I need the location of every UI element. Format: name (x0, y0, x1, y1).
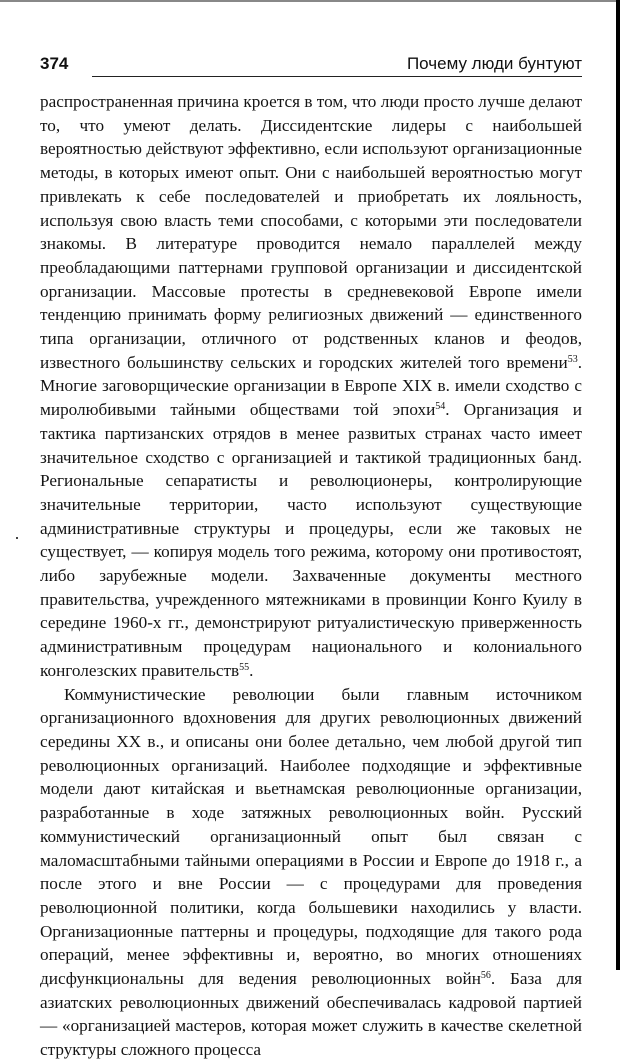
footnote-ref: 53 (567, 353, 578, 365)
footnote-ref: 54 (435, 401, 446, 413)
page-number: 374 (40, 54, 69, 73)
text-run: . (249, 660, 254, 680)
text-run: распространенная причина кроется в том, что люди просто лучше делают то, что умеют делать. Диссидентские лидеры с наибольшей вероятностью действуют эффективно, если используют организационные методы, в которых имеют опыт. Они с наибольшей вероятностью могут привлекать к себе последователей и приобретать их лояльность, используя свою власть теми способами, с которыми эти последователи знакомы. В литературе проводится немало параллелей между преобладающими паттернами групповой организации и диссидентской организации. Массовые протесты в средневековой Европе имели тенденцию принимать форму религиозных движений — единственного типа организации, отличного от родственных кланов и феодов, известного большинству сельских и городских жителей того времени (40, 92, 582, 372)
page-right-edge (616, 0, 620, 970)
footnote-ref: 55 (239, 661, 250, 673)
text-run: . Многие заговорщические организации в Европе XIX в. имели сходство с миролюбивыми тайными обществами той эпохи (40, 352, 582, 420)
page-top-edge (0, 0, 620, 2)
text-run: . Организация и тактика партизанских отрядов в менее развитых странах часто имеет значительное сходство с организацией и тактикой традиционных банд. Региональные сепаратисты и революционеры, контролирующие значительные территории, часто используют существующие административные структуры и процедуры, если же таковых не существует, — копируя модель того режима, которому они противостоят, либо зарубежные модели. Захваченные документы местного правительства, учрежденного мятежниками в провинции Конго Куилу в середине 1960-х гг., демонстрируют ритуалистическую приверженность административным процедурам национального и колониального конголезских правительств (40, 400, 582, 680)
scan-mark (16, 537, 18, 539)
text-run: . База для азиатских революционных движений обеспечивалась кадровой партией — «организацией мастеров, которая может служить в качестве скелетной структуры сложного процесса (40, 969, 582, 1060)
page-body (40, 90, 582, 1062)
header-rule (92, 76, 582, 77)
paragraph (40, 90, 582, 683)
paragraph (40, 683, 582, 1062)
text-run: Коммунистические революции были главным источником организационного вдохновения для других революционных движений середины XX в., и описаны они более детально, чем любой другой тип революционных организаций. Наиболее подходящие и эффективные модели дают китайская и вьетнамская революционные организации, разработанные в ходе затяжных революционных войн. Русский коммунистический организационный опыт был связан с маломасштабными тайными операциями в России и Европе до 1918 г., а после этого и вне России — с процедурами для проведения революционной политики, когда большевики находились у власти. Организационные паттерны и процедуры, подходящие для такого рода операций, менее эффективны и, вероятно, во многих отношениях дисфункциональны для ведения революционных войн (40, 684, 582, 989)
footnote-ref: 56 (480, 970, 491, 982)
page-header (40, 52, 582, 80)
running-title: Почему люди бунтуют (406, 54, 582, 73)
